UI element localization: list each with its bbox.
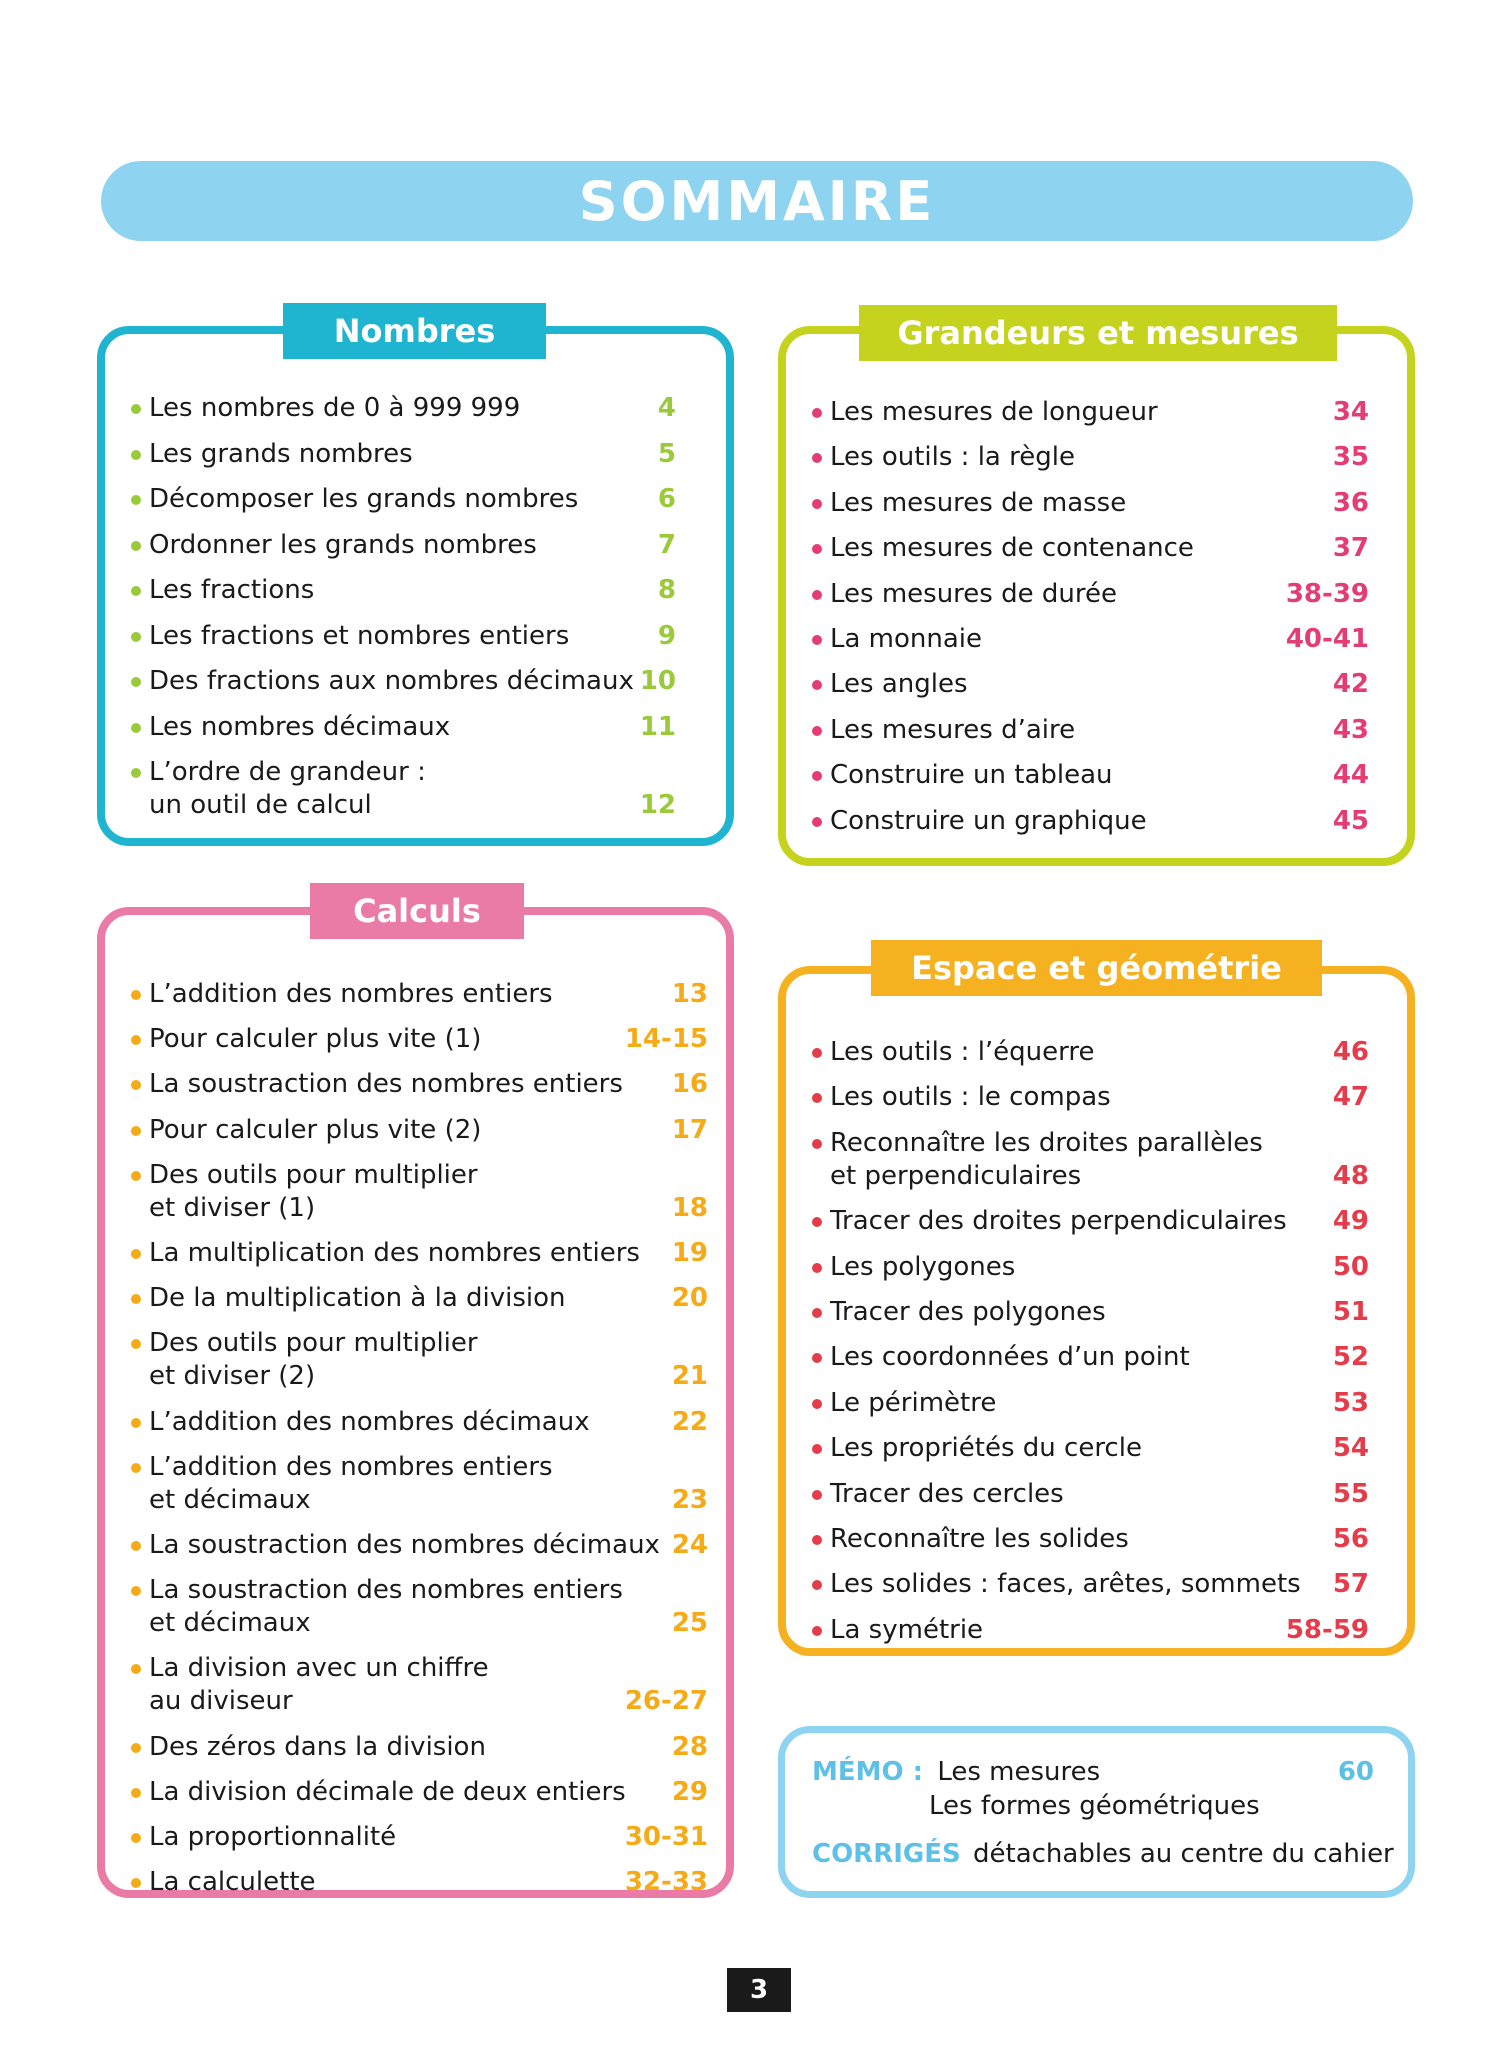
toc-entry-page: 34 [1332,397,1369,427]
bullet-icon [812,817,822,827]
bullet-icon [812,1490,822,1500]
toc-entry-label: Les solides : faces, arêtes, sommets [830,1569,1301,1600]
toc-entry-page: 9 [657,620,676,651]
toc-entry-label: La division avec un chiffre au diviseur [149,1653,489,1717]
corriges-text: détachables au centre du cahier [973,1839,1394,1869]
bullet-icon [812,680,822,690]
bullet-icon [812,1263,822,1273]
toc-entry-page: 28 [671,1731,708,1762]
toc-entry-label: Construire un tableau [830,760,1113,791]
toc-entry-page: 6 [657,484,676,514]
toc-entry-label: Les coordonnées d’un point [830,1342,1190,1373]
toc-entry [786,578,1407,611]
toc-entry-label: Des outils pour multiplier et diviser (2) [149,1328,478,1392]
bullet-icon [131,404,141,414]
bullet-icon [812,453,822,463]
toc-entry [786,487,1407,520]
toc-entry [786,1432,1407,1465]
toc-entry-label: Pour calculer plus vite (1) [149,1024,482,1055]
toc-entry [786,1568,1407,1601]
toc-entry-page: 46 [1332,1037,1369,1067]
toc-entry-label: Tracer des cercles [830,1478,1064,1509]
section-title-calculs: Calculs [310,883,524,939]
toc-entry [105,978,726,1011]
toc-entry-label: Le périmètre [830,1387,997,1418]
toc-entry-label: La soustraction des nombres décimaux [149,1530,660,1560]
toc-entry-label: La symétrie [830,1614,984,1645]
page-number: 3 [727,1968,791,2012]
toc-entry-page: 10 [639,666,676,696]
toc-entry [786,1036,1407,1069]
bullet-icon [812,590,822,600]
toc-entry [105,483,726,516]
toc-entry [105,1406,726,1439]
toc-entry [786,1478,1407,1511]
toc-entry-label: Des outils pour multiplier et diviser (1) [149,1159,478,1223]
bullet-icon [131,1788,141,1798]
bullet-icon [812,1308,822,1318]
toc-entry-page: 24 [671,1530,708,1560]
toc-entry-label: Les outils : le compas [830,1082,1111,1113]
toc-entry-page: 12 [639,790,676,820]
toc-entry-page: 43 [1332,714,1369,745]
toc-entry [786,1523,1407,1556]
toc-entry [786,1127,1407,1193]
bullet-icon [812,1626,822,1636]
toc-entry-label: Construire un graphique [830,805,1147,836]
toc-entry-label: Pour calculer plus vite (2) [149,1114,482,1145]
bullet-icon [131,1418,141,1428]
toc-entry-page: 49 [1332,1206,1369,1237]
bullet-icon [131,632,141,642]
toc-entry-label: Les mesures de durée [830,578,1117,609]
bullet-icon [131,1126,141,1136]
toc-entry [786,1296,1407,1329]
toc-entry-label: L’addition des nombres entiers [149,979,553,1009]
toc-entry-page: 58-59 [1285,1614,1369,1645]
bullet-icon [812,1444,822,1454]
section-title-espace: Espace et géométrie [871,940,1322,996]
corriges-key: CORRIGÉS [812,1839,961,1869]
toc-entry-label: Les polygones [830,1251,1016,1282]
toc-entry [786,805,1407,838]
bullet-icon [812,1580,822,1590]
toc-entry [105,1574,726,1640]
toc-entry [105,1282,726,1315]
toc-entry-label: La monnaie [830,624,983,654]
toc-entry-page: 22 [671,1406,708,1437]
toc-entry [105,1451,726,1517]
memo-box [778,1726,1415,1898]
toc-entry-page: 50 [1332,1251,1369,1282]
toc-entry-page: 42 [1332,669,1369,700]
toc-entry-page: 21 [671,1361,708,1392]
bullet-icon [812,1535,822,1545]
bullet-icon [812,1399,822,1409]
toc-entry [786,1341,1407,1374]
toc-entry-page: 36 [1332,487,1369,518]
toc-entry [786,1205,1407,1238]
toc-entry-label: Les fractions [149,575,315,605]
bullet-icon [131,586,141,596]
toc-entry-page: 32-33 [624,1867,708,1898]
toc-entry-label: Les mesures de masse [830,487,1127,518]
memo-key: MÉMO : [812,1757,924,1787]
toc-entry [105,1327,726,1393]
bullet-icon [131,1035,141,1045]
toc-entry-label: La proportionnalité [149,1822,397,1852]
toc-entry-label: Les angles [830,669,968,700]
toc-entry-label: Les outils : la règle [830,442,1075,473]
toc-entry [786,532,1407,565]
toc-entry-page: 29 [671,1776,708,1807]
toc-entry-page: 23 [671,1484,708,1515]
bullet-icon [812,544,822,554]
bullet-icon [131,1586,141,1596]
toc-entry-label: Les mesures d’aire [830,714,1076,745]
toc-entry [105,1731,726,1764]
section-espace-et-geometrie [778,966,1415,1656]
toc-entry-label: Les nombres décimaux [149,711,451,742]
bullet-icon [131,541,141,551]
toc-entry [105,1821,726,1854]
toc-entry-page: 47 [1332,1082,1369,1113]
toc-entry [105,1866,726,1899]
bullet-icon [812,1139,822,1149]
toc-entry-label: Des zéros dans la division [149,1731,486,1762]
bullet-icon [131,1294,141,1304]
toc-entry-label: La soustraction des nombres entiers et décimaux [149,1575,623,1639]
toc-entry-page: 8 [657,575,676,605]
toc-entry-page: 30-31 [624,1822,708,1852]
toc-entry-label: Les mesures de longueur [830,397,1158,427]
toc-entry [105,665,726,698]
bullet-icon [131,1541,141,1551]
bullet-icon [812,771,822,781]
toc-entry [786,668,1407,701]
page-title: SOMMAIRE [578,169,936,233]
bullet-icon [131,1743,141,1753]
toc-entry-label: La multiplication des nombres entiers [149,1238,640,1268]
bullet-icon [131,1171,141,1181]
toc-entry-label: L’addition des nombres entiers et décimaux [149,1451,553,1515]
toc-entry-label: Tracer des polygones [830,1297,1106,1327]
toc-entry-page: 20 [671,1283,708,1314]
toc-entry-page: 17 [671,1114,708,1145]
bullet-icon [131,990,141,1000]
memo-mesures: Les mesures [937,1757,1101,1787]
toc-entry [105,392,726,425]
toc-entry [786,714,1407,747]
toc-entry [105,1068,726,1101]
bullet-icon [131,1878,141,1888]
toc-entry-label: Ordonner les grands nombres [149,529,537,560]
toc-entry [786,1614,1407,1647]
toc-entry-page: 54 [1332,1433,1369,1464]
toc-entry-page: 4 [657,393,676,423]
toc-entry-label: Des fractions aux nombres décimaux [149,666,634,696]
toc-entry-page: 57 [1332,1569,1369,1600]
title-banner [101,161,1413,241]
section-calculs [97,907,734,1898]
toc-entry-label: L’addition des nombres décimaux [149,1406,590,1437]
bullet-icon [812,635,822,645]
bullet-icon [812,1048,822,1058]
toc-entry-label: Les propriétés du cercle [830,1433,1142,1464]
toc-entry [105,1652,726,1718]
toc-entry-page: 52 [1332,1342,1369,1373]
bullet-icon [131,723,141,733]
toc-entry-page: 5 [657,438,676,469]
toc-entry [105,1237,726,1270]
toc-entry [786,1387,1407,1420]
toc-entry [105,756,726,822]
toc-entry-label: Les nombres de 0 à 999 999 [149,393,521,423]
section-nombres [97,326,734,846]
toc-entry-page: 37 [1332,533,1369,564]
toc-entry-page: 14-15 [624,1024,708,1055]
toc-entry [105,438,726,471]
memo-page: 60 [1337,1757,1374,1787]
toc-entry [786,623,1407,656]
toc-entry-label: Les grands nombres [149,438,413,469]
bullet-icon [131,450,141,460]
bullet-icon [812,1217,822,1227]
bullet-icon [131,1463,141,1473]
toc-entry-label: Les mesures de contenance [830,533,1194,564]
bullet-icon [131,1664,141,1674]
toc-entry [105,620,726,653]
toc-entry [105,711,726,744]
toc-entry [105,1529,726,1562]
toc-entry-page: 18 [671,1192,708,1223]
toc-entry-page: 7 [657,529,676,560]
bullet-icon [812,1353,822,1363]
toc-entry-page: 11 [639,711,676,742]
section-title-nombres: Nombres [283,303,546,359]
toc-entry-label: Reconnaître les droites parallèles et perpendiculaires [830,1127,1263,1191]
bullet-icon [131,677,141,687]
toc-entry [105,1159,726,1225]
toc-entry-label: L’ordre de grandeur : un outil de calcul [149,757,426,820]
bullet-icon [812,1093,822,1103]
memo-formes: Les formes géométriques [929,1791,1260,1821]
toc-entry [786,1081,1407,1114]
toc-entry-label: La division décimale de deux entiers [149,1776,626,1807]
toc-entry-page: 51 [1332,1297,1369,1327]
toc-entry-page: 44 [1332,760,1369,791]
toc-entry-page: 25 [671,1608,708,1639]
toc-entry [105,529,726,562]
toc-entry-page: 38-39 [1285,578,1369,609]
toc-entry-page: 48 [1332,1160,1369,1191]
toc-entry-page: 16 [671,1069,708,1100]
bullet-icon [812,499,822,509]
bullet-icon [131,1339,141,1349]
toc-entry-label: La soustraction des nombres entiers [149,1069,623,1100]
toc-entry-label: Reconnaître les solides [830,1524,1129,1554]
toc-entry-page: 55 [1332,1478,1369,1509]
toc-entry-page: 40-41 [1285,624,1369,654]
toc-entry-label: De la multiplication à la division [149,1283,566,1314]
bullet-icon [131,768,141,778]
section-title-grandeurs: Grandeurs et mesures [859,305,1337,361]
toc-entry-page: 53 [1332,1387,1369,1418]
toc-entry-page: 26-27 [624,1686,708,1717]
toc-entry-label: Les fractions et nombres entiers [149,620,570,651]
toc-entry [786,1251,1407,1284]
toc-entry-page: 56 [1332,1524,1369,1554]
section-grandeurs-et-mesures [778,326,1415,866]
memo-line-corriges [812,1839,1394,1869]
toc-entry [786,759,1407,792]
toc-entry-page: 45 [1332,805,1369,836]
toc-entry [105,574,726,607]
toc-entry-label: La calculette [149,1867,316,1898]
bullet-icon [812,408,822,418]
bullet-icon [131,495,141,505]
bullet-icon [131,1833,141,1843]
toc-entry-page: 13 [671,979,708,1009]
toc-entry [105,1776,726,1809]
toc-entry-label: Tracer des droites perpendiculaires [830,1206,1287,1237]
toc-entry [786,441,1407,474]
toc-entry [786,396,1407,429]
memo-line-1 [812,1757,1100,1787]
toc-entry-label: Les outils : l’équerre [830,1037,1095,1067]
toc-entry [105,1114,726,1147]
toc-entry [105,1023,726,1056]
bullet-icon [812,726,822,736]
toc-entry-page: 19 [671,1238,708,1268]
bullet-icon [131,1080,141,1090]
toc-entry-page: 35 [1332,442,1369,473]
bullet-icon [131,1249,141,1259]
toc-entry-label: Décomposer les grands nombres [149,484,579,514]
